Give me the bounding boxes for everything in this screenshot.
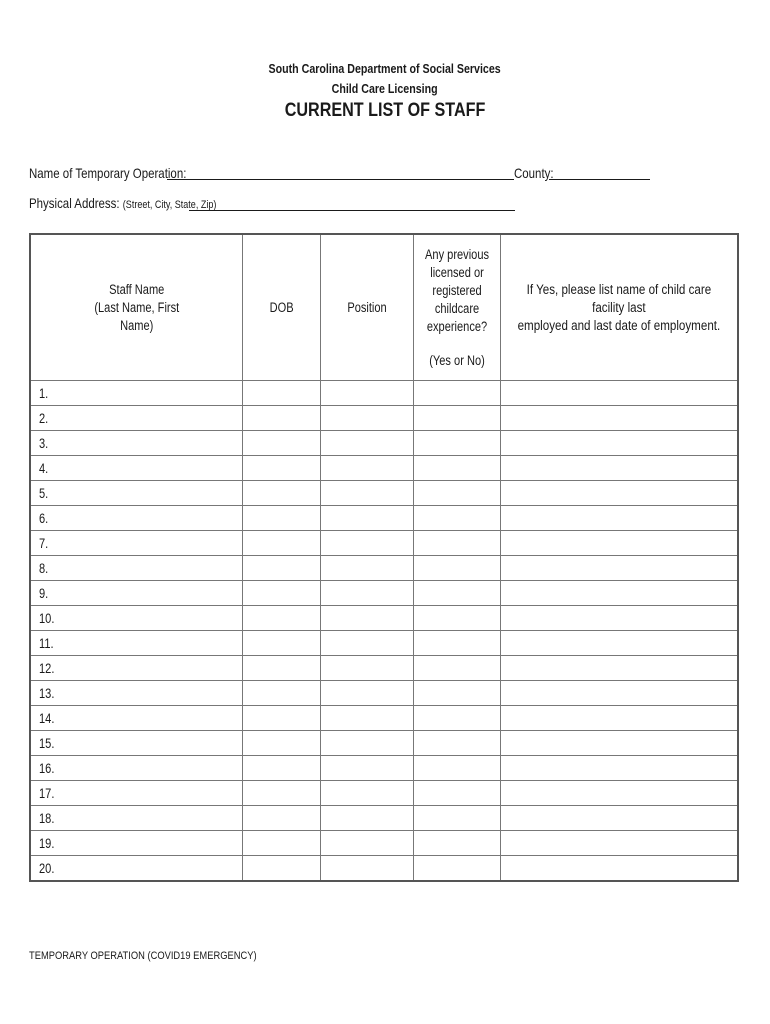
position-cell[interactable] — [321, 706, 414, 731]
dob-cell[interactable] — [242, 681, 321, 706]
table-row — [30, 856, 738, 882]
position-cell[interactable] — [321, 506, 414, 531]
position-cell[interactable] — [321, 631, 414, 656]
position-cell[interactable] — [321, 581, 414, 606]
division-name: Child Care Licensing — [331, 81, 439, 96]
row-number-cell[interactable] — [30, 631, 242, 656]
dob-cell[interactable] — [242, 806, 321, 831]
position-cell[interactable] — [321, 531, 414, 556]
header-facility: If Yes, please list name of child care facility last employed and last date of employment. — [501, 234, 738, 381]
facility-cell[interactable] — [501, 631, 738, 656]
row-number: 20. — [39, 860, 55, 876]
row-number-cell[interactable] — [30, 481, 242, 506]
dob-cell[interactable] — [242, 706, 321, 731]
experience-cell[interactable] — [414, 706, 501, 731]
dob-cell[interactable] — [242, 381, 321, 406]
facility-cell[interactable] — [501, 656, 738, 681]
facility-cell[interactable] — [501, 456, 738, 481]
facility-cell[interactable] — [501, 756, 738, 781]
experience-cell[interactable] — [414, 481, 501, 506]
dob-cell[interactable] — [242, 831, 321, 856]
county-input[interactable] — [549, 179, 650, 180]
row-number: 18. — [39, 810, 55, 826]
experience-cell[interactable] — [414, 406, 501, 431]
address-input[interactable] — [189, 210, 515, 211]
table-row — [30, 481, 738, 506]
row-number: 1. — [39, 385, 49, 401]
table-header-row — [30, 234, 738, 381]
facility-cell[interactable] — [501, 381, 738, 406]
row-number: 12. — [39, 660, 55, 676]
facility-cell[interactable] — [501, 406, 738, 431]
facility-cell[interactable] — [501, 681, 738, 706]
facility-cell[interactable] — [501, 806, 738, 831]
row-number-cell[interactable] — [30, 831, 242, 856]
row-number-cell[interactable] — [30, 756, 242, 781]
dob-cell[interactable] — [242, 756, 321, 781]
table-row — [30, 806, 738, 831]
table-row — [30, 431, 738, 456]
position-cell[interactable] — [321, 381, 414, 406]
position-cell[interactable] — [321, 481, 414, 506]
row-number: 17. — [39, 785, 55, 801]
header-dob: DOB — [242, 234, 321, 381]
facility-cell[interactable] — [501, 856, 738, 882]
facility-cell[interactable] — [501, 556, 738, 581]
table-row — [30, 631, 738, 656]
row-number-cell[interactable] — [30, 406, 242, 431]
facility-cell[interactable] — [501, 606, 738, 631]
row-number: 11. — [39, 635, 54, 651]
position-cell[interactable] — [321, 606, 414, 631]
dob-cell[interactable] — [242, 631, 321, 656]
dob-cell[interactable] — [242, 581, 321, 606]
table-row — [30, 406, 738, 431]
facility-cell[interactable] — [501, 531, 738, 556]
facility-cell[interactable] — [501, 831, 738, 856]
row-number-cell[interactable] — [30, 656, 242, 681]
row-number: 15. — [39, 735, 55, 751]
footer-note: TEMPORARY OPERATION (COVID19 EMERGENCY) — [29, 950, 257, 962]
row-number-cell[interactable] — [30, 531, 242, 556]
position-cell[interactable] — [321, 856, 414, 882]
dob-cell[interactable] — [242, 606, 321, 631]
row-number-cell[interactable] — [30, 556, 242, 581]
table-row — [30, 681, 738, 706]
table-row — [30, 756, 738, 781]
experience-cell[interactable] — [414, 531, 501, 556]
position-cell[interactable] — [321, 681, 414, 706]
experience-cell[interactable] — [414, 506, 501, 531]
dob-cell[interactable] — [242, 506, 321, 531]
agency-name: South Carolina Department of Social Services — [268, 61, 502, 76]
row-number-cell[interactable] — [30, 456, 242, 481]
row-number-cell[interactable] — [30, 806, 242, 831]
experience-cell[interactable] — [414, 756, 501, 781]
row-number-cell[interactable] — [30, 681, 242, 706]
dob-cell[interactable] — [242, 731, 321, 756]
dob-cell[interactable] — [242, 531, 321, 556]
address-hint: (Street, City, State, Zip) — [122, 199, 217, 211]
county-field-row — [514, 165, 562, 183]
facility-cell[interactable] — [501, 706, 738, 731]
experience-cell[interactable] — [414, 806, 501, 831]
row-number-cell[interactable] — [30, 706, 242, 731]
table-row — [30, 456, 738, 481]
county-label: County: — [514, 165, 554, 181]
row-number: 7. — [39, 535, 49, 551]
experience-cell[interactable] — [414, 681, 501, 706]
header-experience: Any previous licensed or registered childcare experience? (Yes or No) — [414, 234, 501, 381]
dob-cell[interactable] — [242, 406, 321, 431]
row-number: 8. — [39, 560, 49, 576]
row-number-cell[interactable] — [30, 431, 242, 456]
experience-cell[interactable] — [414, 631, 501, 656]
row-number-cell[interactable] — [30, 781, 242, 806]
position-cell[interactable] — [321, 731, 414, 756]
table-row — [30, 831, 738, 856]
experience-cell[interactable] — [414, 656, 501, 681]
dob-cell[interactable] — [242, 856, 321, 882]
row-number: 4. — [39, 460, 49, 476]
row-number: 19. — [39, 835, 55, 851]
row-number: 16. — [39, 760, 55, 776]
operation-label: Name of Temporary Operation: — [29, 165, 187, 181]
staff-table — [29, 233, 739, 882]
facility-cell[interactable] — [501, 506, 738, 531]
table-row — [30, 581, 738, 606]
dob-cell[interactable] — [242, 456, 321, 481]
position-cell[interactable] — [321, 756, 414, 781]
experience-cell[interactable] — [414, 781, 501, 806]
table-row — [30, 506, 738, 531]
facility-cell[interactable] — [501, 581, 738, 606]
experience-cell[interactable] — [414, 606, 501, 631]
table-row — [30, 556, 738, 581]
facility-cell[interactable] — [501, 431, 738, 456]
row-number: 14. — [39, 710, 55, 726]
row-number: 2. — [39, 410, 49, 426]
experience-cell[interactable] — [414, 856, 501, 882]
header-position: Position — [321, 234, 414, 381]
table-row — [30, 381, 738, 406]
table-row — [30, 606, 738, 631]
experience-cell[interactable] — [414, 381, 501, 406]
operation-field-row — [29, 165, 221, 183]
table-row — [30, 706, 738, 731]
page-title: CURRENT LIST OF STAFF — [284, 100, 486, 121]
experience-cell[interactable] — [414, 456, 501, 481]
table-row — [30, 656, 738, 681]
position-cell[interactable] — [321, 431, 414, 456]
experience-cell[interactable] — [414, 731, 501, 756]
facility-cell[interactable] — [501, 781, 738, 806]
row-number-cell[interactable] — [30, 606, 242, 631]
row-number: 6. — [39, 510, 49, 526]
position-cell[interactable] — [321, 556, 414, 581]
dob-cell[interactable] — [242, 556, 321, 581]
header-staff-name: Staff Name (Last Name, First Name) — [30, 234, 242, 381]
position-cell[interactable] — [321, 781, 414, 806]
position-cell[interactable] — [321, 456, 414, 481]
position-cell[interactable] — [321, 406, 414, 431]
row-number: 9. — [39, 585, 49, 601]
row-number-cell[interactable] — [30, 506, 242, 531]
experience-cell[interactable] — [414, 831, 501, 856]
dob-cell[interactable] — [242, 781, 321, 806]
row-number: 13. — [39, 685, 55, 701]
header-experience-yn: (Yes or No) — [429, 352, 486, 368]
dob-cell[interactable] — [242, 431, 321, 456]
row-number-cell[interactable] — [30, 581, 242, 606]
table-row — [30, 781, 738, 806]
address-label: Physical Address: (Street, City, State, Zip) — [29, 195, 217, 211]
dob-cell[interactable] — [242, 656, 321, 681]
row-number-cell[interactable] — [30, 381, 242, 406]
position-cell[interactable] — [321, 656, 414, 681]
position-cell[interactable] — [321, 831, 414, 856]
row-number-cell[interactable] — [30, 856, 242, 882]
row-number: 10. — [39, 610, 55, 626]
experience-cell[interactable] — [414, 556, 501, 581]
row-number-cell[interactable] — [30, 731, 242, 756]
row-number: 3. — [39, 435, 49, 451]
facility-cell[interactable] — [501, 731, 738, 756]
facility-cell[interactable] — [501, 481, 738, 506]
dob-cell[interactable] — [242, 481, 321, 506]
experience-cell[interactable] — [414, 431, 501, 456]
row-number: 5. — [39, 485, 49, 501]
table-row — [30, 531, 738, 556]
position-cell[interactable] — [321, 806, 414, 831]
experience-cell[interactable] — [414, 581, 501, 606]
table-row — [30, 731, 738, 756]
operation-input[interactable] — [167, 179, 514, 180]
